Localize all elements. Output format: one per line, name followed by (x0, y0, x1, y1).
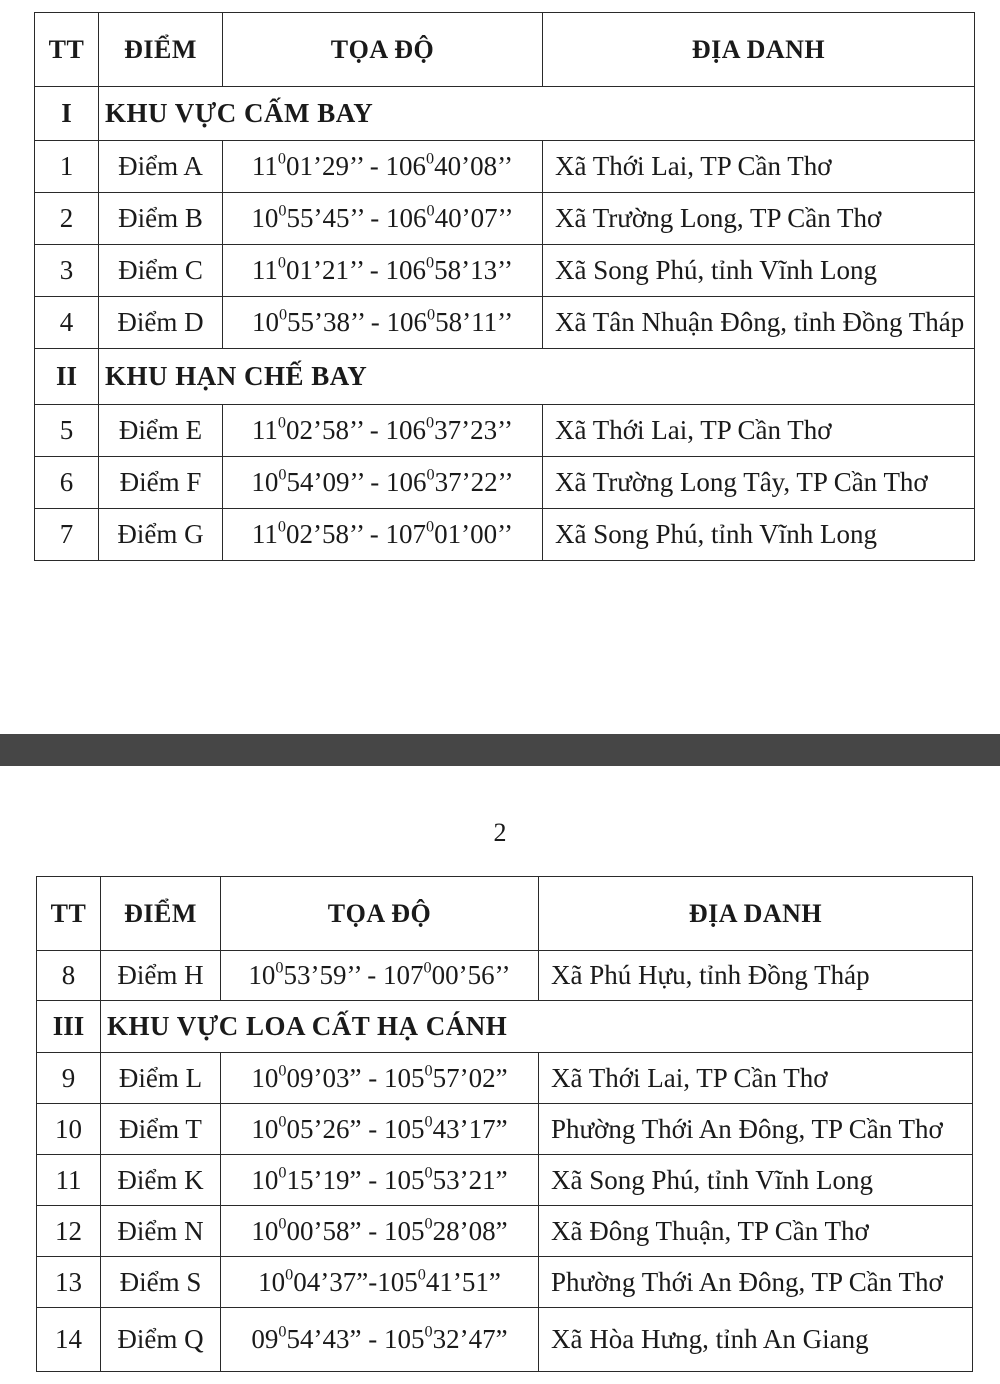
row-diem: Điểm N (101, 1206, 221, 1257)
table-row (37, 1257, 973, 1308)
lon-degrees: 105 (384, 1062, 425, 1093)
lon-rest: 58’13’’ (434, 255, 514, 285)
lat-degrees: 10 (251, 467, 279, 497)
table-body-1 (35, 13, 975, 561)
row-toa-do (221, 1155, 539, 1206)
row-dia-danh: Phường Thới An Đông, TP Cần Thơ (539, 1104, 973, 1155)
lon-degrees: 106 (385, 255, 426, 285)
coord-separator: - (361, 1164, 384, 1195)
lon-rest: 00’56’’ (431, 960, 511, 990)
lon-degrees: 106 (385, 151, 426, 181)
degree-sign: 0 (275, 958, 284, 977)
lon-rest: 58’11’’ (435, 307, 514, 337)
degree-sign: 0 (424, 1061, 433, 1080)
table-row (35, 405, 975, 457)
degree-sign: 0 (417, 1265, 426, 1284)
degree-sign: 0 (424, 1214, 433, 1233)
lat-degrees: 10 (251, 203, 279, 233)
row-toa-do (221, 1206, 539, 1257)
row-toa-do (223, 457, 543, 509)
row-toa-do (223, 405, 543, 457)
degree-sign: 0 (278, 1163, 287, 1182)
lat-rest: 01’21’’ (286, 255, 364, 285)
section-row (35, 87, 975, 141)
lon-degrees: 107 (385, 519, 426, 549)
lat-rest: 09’03” (286, 1062, 362, 1093)
header-diem: ĐIỂM (99, 13, 223, 87)
row-diem: Điểm F (99, 457, 223, 509)
table-row (35, 509, 975, 561)
row-tt: 1 (35, 141, 99, 193)
row-tt: 8 (37, 951, 101, 1001)
lat-degrees: 11 (251, 255, 278, 285)
degree-sign: 0 (426, 465, 435, 484)
header-toa-do: TỌA ĐỘ (223, 13, 543, 87)
lat-degrees: 10 (251, 1062, 279, 1093)
row-toa-do (223, 509, 543, 561)
table-header-row (35, 13, 975, 87)
row-dia-danh: Phường Thới An Đông, TP Cần Thơ (539, 1257, 973, 1308)
row-dia-danh: Xã Trường Long, TP Cần Thơ (543, 193, 975, 245)
degree-sign: 0 (278, 1112, 287, 1131)
degree-sign: 0 (278, 201, 287, 220)
lon-rest: 28’08” (432, 1215, 508, 1246)
lat-degrees: 10 (251, 1215, 279, 1246)
section-number: I (35, 87, 99, 141)
table-row (37, 1308, 973, 1372)
lon-degrees: 105 (377, 1266, 418, 1297)
section-title: KHU VỰC CẤM BAY (99, 87, 975, 141)
row-dia-danh: Xã Phú Hựu, tỉnh Đồng Tháp (539, 951, 973, 1001)
row-toa-do (221, 951, 539, 1001)
row-diem: Điểm A (99, 141, 223, 193)
row-dia-danh: Xã Thới Lai, TP Cần Thơ (539, 1053, 973, 1104)
lat-rest: 54’43” (286, 1324, 362, 1354)
row-dia-danh: Xã Thới Lai, TP Cần Thơ (543, 405, 975, 457)
lon-degrees: 105 (384, 1215, 425, 1246)
lon-rest: 43’17” (432, 1113, 508, 1144)
lat-rest: 04’37” (293, 1266, 369, 1297)
row-diem: Điểm B (99, 193, 223, 245)
coord-separator: - (364, 203, 386, 233)
lon-degrees: 106 (386, 307, 427, 337)
lon-rest: 01’00’’ (434, 519, 514, 549)
page-number: 2 (493, 818, 507, 847)
table-row (37, 951, 973, 1001)
coord-separator: - (365, 307, 387, 337)
lat-rest: 15’19” (286, 1164, 362, 1195)
row-diem: Điểm H (101, 951, 221, 1001)
lon-rest: 53’21” (432, 1164, 508, 1195)
coord-separator: - (361, 1062, 384, 1093)
lon-rest: 37’22’’ (434, 467, 514, 497)
degree-sign: 0 (278, 1322, 287, 1341)
coord-separator: - (363, 255, 386, 285)
section-title: KHU HẠN CHẾ BAY (99, 349, 975, 405)
section-number: III (37, 1001, 101, 1053)
header-dia-danh: ĐỊA DANH (539, 877, 973, 951)
row-toa-do (223, 297, 543, 349)
degree-sign: 0 (427, 305, 436, 324)
row-toa-do (221, 1308, 539, 1372)
degree-sign: 0 (278, 305, 288, 324)
row-diem: Điểm C (99, 245, 223, 297)
degree-sign: 0 (426, 201, 435, 220)
row-toa-do (221, 1053, 539, 1104)
degree-sign: 0 (424, 1112, 433, 1131)
section-row (35, 349, 975, 405)
header-tt: TT (35, 13, 99, 87)
lat-rest: 01’29’’ (286, 151, 364, 181)
degree-sign: 0 (278, 1214, 287, 1233)
lat-rest: 02’58’’ (286, 519, 364, 549)
degree-sign: 0 (285, 1265, 294, 1284)
row-tt: 6 (35, 457, 99, 509)
lat-degrees: 11 (251, 519, 278, 549)
row-toa-do (221, 1104, 539, 1155)
degree-sign: 0 (277, 149, 287, 168)
lon-rest: 41’51” (425, 1266, 501, 1297)
header-toa-do: TỌA ĐỘ (221, 877, 539, 951)
degree-sign: 0 (425, 517, 435, 536)
lon-degrees: 106 (385, 203, 427, 233)
lon-rest: 57’02” (432, 1062, 508, 1093)
row-diem: Điểm L (101, 1053, 221, 1104)
degree-sign: 0 (424, 1163, 433, 1182)
coord-separator: - (361, 1324, 384, 1354)
lon-rest: 37’23’’ (434, 415, 514, 445)
row-diem: Điểm Q (101, 1308, 221, 1372)
row-tt: 4 (35, 297, 99, 349)
row-tt: 14 (37, 1308, 101, 1372)
section-row (37, 1001, 973, 1053)
header-dia-danh: ĐỊA DANH (543, 13, 975, 87)
row-dia-danh: Xã Tân Nhuận Đông, tỉnh Đồng Tháp (543, 297, 975, 349)
lon-rest: 40’08’’ (434, 151, 514, 181)
table-row (35, 245, 975, 297)
row-tt: 5 (35, 405, 99, 457)
coord-separator: - (361, 960, 383, 990)
row-tt: 13 (37, 1257, 101, 1308)
page-separator (0, 734, 1000, 766)
row-dia-danh: Xã Song Phú, tỉnh Vĩnh Long (543, 245, 975, 297)
row-tt: 9 (37, 1053, 101, 1104)
section-title: KHU VỰC LOA CẤT HẠ CÁNH (101, 1001, 973, 1053)
lat-rest: 02’58’’ (286, 415, 364, 445)
row-tt: 11 (37, 1155, 101, 1206)
table-row (37, 1053, 973, 1104)
row-dia-danh: Xã Đông Thuận, TP Cần Thơ (539, 1206, 973, 1257)
lat-rest: 55’45’’ (286, 203, 365, 233)
lon-rest: 32’47” (432, 1324, 508, 1354)
lat-rest: 00’58” (286, 1215, 362, 1246)
degree-sign: 0 (278, 465, 287, 484)
lon-degrees: 107 (382, 960, 424, 990)
degree-sign: 0 (425, 253, 435, 272)
table-row (37, 1104, 973, 1155)
coord-separator: - (361, 1215, 384, 1246)
coord-separator: - (361, 1113, 384, 1144)
coord-separator: - (368, 1266, 378, 1297)
degree-sign: 0 (277, 253, 287, 272)
table-body-2 (37, 877, 973, 1372)
table-row (37, 1206, 973, 1257)
lat-degrees: 10 (251, 1113, 279, 1144)
lat-degrees: 10 (258, 1266, 286, 1297)
lat-rest: 53’59’’ (283, 960, 362, 990)
degree-sign: 0 (278, 1061, 287, 1080)
lat-degrees: 11 (251, 415, 278, 445)
table-row (35, 457, 975, 509)
degree-sign: 0 (423, 958, 432, 977)
lat-rest: 54’09’’ (286, 467, 365, 497)
lat-degrees: 10 (251, 307, 279, 337)
row-dia-danh: Xã Song Phú, tỉnh Vĩnh Long (543, 509, 975, 561)
row-dia-danh: Xã Thới Lai, TP Cần Thơ (543, 141, 975, 193)
table-row (35, 193, 975, 245)
lon-degrees: 106 (385, 415, 426, 445)
row-toa-do (223, 193, 543, 245)
row-diem: Điểm S (101, 1257, 221, 1308)
table-row (35, 141, 975, 193)
coord-separator: - (363, 519, 386, 549)
lon-degrees: 105 (384, 1164, 425, 1195)
table-row (37, 1155, 973, 1206)
table-header-row (37, 877, 973, 951)
degree-sign: 0 (277, 517, 287, 536)
lat-rest: 05’26” (286, 1113, 362, 1144)
coord-separator: - (363, 151, 386, 181)
lon-degrees: 105 (384, 1113, 425, 1144)
row-dia-danh: Xã Trường Long Tây, TP Cần Thơ (543, 457, 975, 509)
coord-separator: - (364, 467, 386, 497)
lat-degrees: 11 (251, 151, 278, 181)
row-toa-do (223, 245, 543, 297)
coordinates-table-page-2 (36, 876, 973, 1372)
row-diem: Điểm G (99, 509, 223, 561)
row-toa-do (221, 1257, 539, 1308)
coord-separator: - (363, 415, 386, 445)
table-row (35, 297, 975, 349)
row-toa-do (223, 141, 543, 193)
header-tt: TT (37, 877, 101, 951)
row-tt: 12 (37, 1206, 101, 1257)
lon-degrees: 106 (385, 467, 427, 497)
lon-rest: 40’07’’ (434, 203, 514, 233)
section-number: II (35, 349, 99, 405)
row-tt: 7 (35, 509, 99, 561)
row-dia-danh: Xã Hòa Hưng, tỉnh An Giang (539, 1308, 973, 1372)
lat-degrees: 10 (251, 1164, 279, 1195)
degree-sign: 0 (425, 149, 435, 168)
degree-sign: 0 (277, 413, 287, 432)
header-diem: ĐIỂM (101, 877, 221, 951)
row-tt: 3 (35, 245, 99, 297)
lat-degrees: 09 (251, 1324, 279, 1354)
degree-sign: 0 (425, 413, 435, 432)
row-tt: 10 (37, 1104, 101, 1155)
lat-degrees: 10 (248, 960, 276, 990)
degree-sign: 0 (424, 1322, 433, 1341)
row-dia-danh: Xã Song Phú, tỉnh Vĩnh Long (539, 1155, 973, 1206)
lon-degrees: 105 (384, 1324, 425, 1354)
row-diem: Điểm T (101, 1104, 221, 1155)
lat-rest: 55’38’’ (287, 307, 365, 337)
row-tt: 2 (35, 193, 99, 245)
row-diem: Điểm K (101, 1155, 221, 1206)
row-diem: Điểm E (99, 405, 223, 457)
row-diem: Điểm D (99, 297, 223, 349)
coordinates-table-page-1 (34, 12, 975, 561)
